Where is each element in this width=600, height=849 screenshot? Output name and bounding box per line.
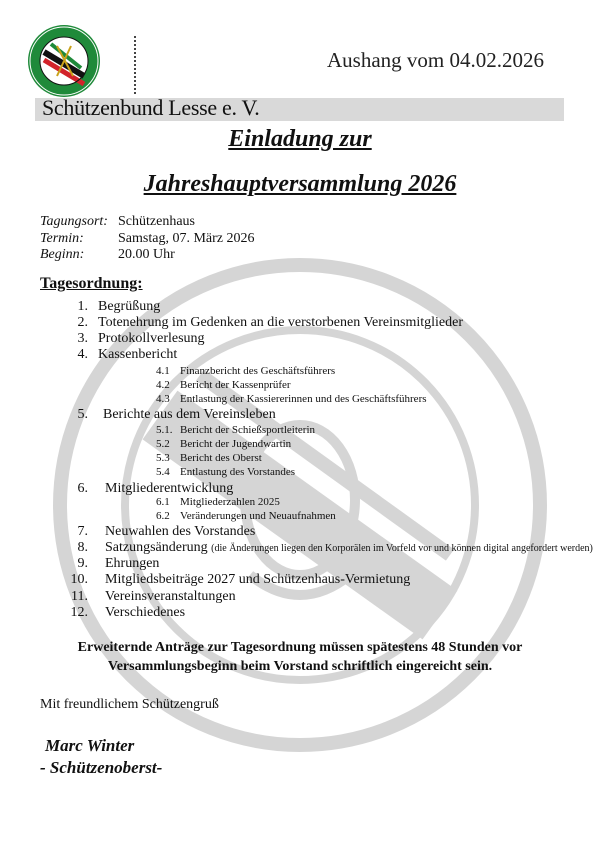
signer-name: Marc Winter — [45, 736, 135, 755]
title-line-2: Jahreshauptversammlung 2026 — [143, 171, 457, 197]
meeting-date — [40, 231, 254, 247]
start-label: Beginn: — [40, 247, 85, 262]
place-label: Tagungsort: — [40, 214, 108, 229]
title-line-1: Einladung zur — [228, 126, 372, 152]
posting-date: Aushang vom 04.02.2026 — [327, 48, 544, 72]
signer-title: - Schützenoberst- — [40, 758, 163, 777]
greeting: Mit freundlichem Schützengruß — [40, 697, 219, 712]
dotted-divider — [134, 36, 138, 94]
club-name: Schützenbund Lesse e. V. — [42, 95, 260, 120]
date-label: Termin: — [40, 231, 84, 246]
deadline-notice: Erweiternde Anträge zur Tagesordnung müssen spätestens 48 Stunden vor Versammlungsbeginn beim Vorstand schriftlich eingereicht sein. — [77, 640, 523, 674]
place-value: Schützenhaus — [118, 214, 195, 229]
meeting-start — [40, 247, 175, 263]
start-value: 20.00 Uhr — [118, 247, 175, 262]
meeting-place — [40, 214, 195, 230]
agenda-heading: Tagesordnung: — [40, 275, 143, 292]
date-value: Samstag, 07. März 2026 — [118, 231, 255, 246]
club-logo — [27, 24, 101, 98]
agenda-note: (die Änderungen liegen den Korporälen im Vorfeld vor und können digital angefordert werden) — [211, 543, 593, 554]
